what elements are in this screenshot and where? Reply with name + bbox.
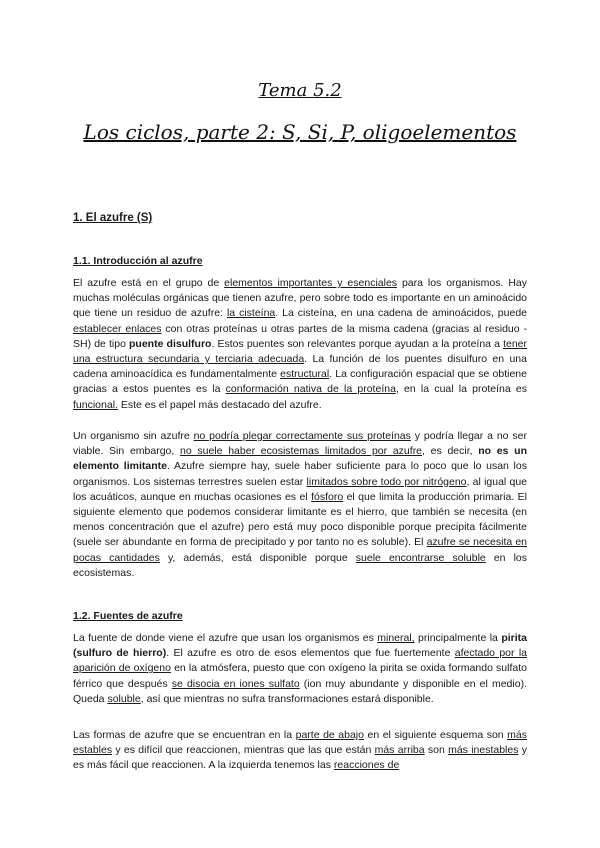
paragraph-fuentes-1: La fuente de donde viene el azufre que usan los organismos es mineral, principalmente la pirita (sulfuro de hierro). El azufre es otro de esos elementos que fue fuertemente afectado por la aparición de oxígeno en la atmósfera, puesto que con oxígeno la pirita se oxida formando sulfato férrico que después se disocia en iones sulfato (ion muy abundante y disponible en el medio). Queda soluble, así que mientras no sufra transformaciones estará disponible. [73, 632, 527, 705]
subsection-heading-introduccion: 1.1. Introducción al azufre [73, 255, 203, 267]
paragraph-intro-1: El azufre está en el grupo de elementos importantes y esenciales para los organismos. Hay muchas moléculas orgánicas que tienen azufre, pero sobre todo es importante en un aminoácido que tiene un residuo de azufre: la cisteína. La cisteína, en una cadena de aminoácidos, puede establecer enlaces con otras proteínas u otras partes de la misma cadena (gracias al residuo -SH) de tipo puente disulfuro. Estos puentes son relevantes porque ayudan a la proteína a tener una estructura secundaria y terciaria adecuada. La función de los puentes disulfuro en una cadena aminoacídica es fundamentalmente estructural. La configuración espacial que se obtiene gracias a estos puentes es la conformación nativa de la proteína, en la cual la proteína es funcional. Este es el papel más destacado del azufre. [73, 277, 528, 411]
paragraph-intro-2: Un organismo sin azufre no podría plegar correctamente sus proteínas y podría llegar a no ser viable. Sin embargo, no suele haber ecosistemas limitados por azufre, es decir, no es un elemento limitante. Azufre siempre hay, suele haber suficiente para lo poco que lo usan los organismos. Los sistemas terrestres suelen estar limitados sobre todo por nitrógeno, al igual que los acuáticos, aunque en muchas ocasiones es el fósforo el que limita la producción primaria. El siguiente elemento que podemos considerar limitante es el hierro, que también se necesita (en menos concentración que el azufre) pero está muy poco disponible porque precipita fácilmente (suele ser abundante en forma de precipitado y por tanto no es soluble). El azufre se necesita en pocas cantidades y, además, está disponible porque suele encontrarse soluble en los ecosistemas. [73, 430, 528, 579]
section-heading-azufre: 1. El azufre (S) [73, 212, 153, 224]
paragraph-fuentes-2: Las formas de azufre que se encuentran en la parte de abajo en el siguiente esquema son más estables y es difícil que reaccionen, mientras que las que están más arriba son más inestables y es más fácil que reaccionen. A la izquierda tenemos las reacciones de [73, 729, 528, 772]
page-title: Tema 5.2 [258, 80, 342, 101]
page-subtitle: Los ciclos, parte 2: S, Si, P, oligoelementos [83, 120, 517, 144]
subsection-heading-fuentes: 1.2. Fuentes de azufre [73, 610, 183, 622]
